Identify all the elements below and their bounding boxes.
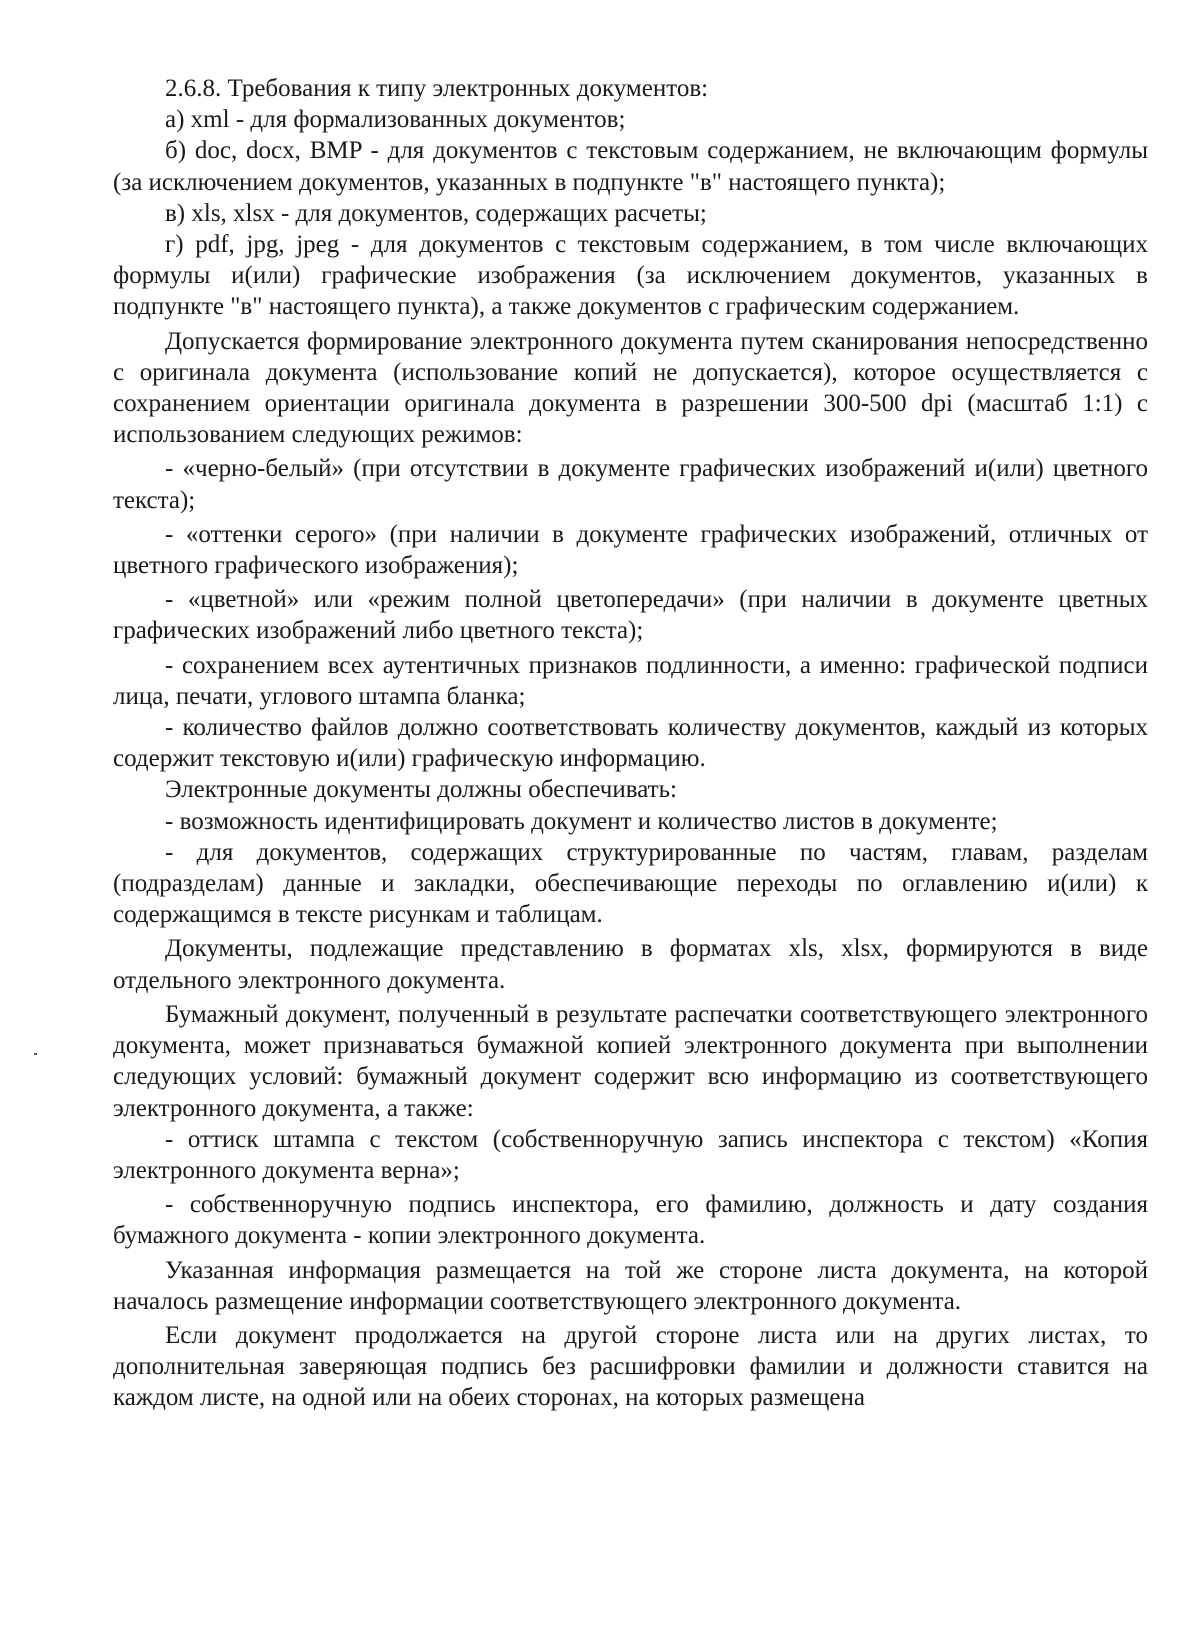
document-body: [113, 73, 1148, 1414]
bullet-black-white: - «черно-белый» (при отсутствии в документе графических изображений и(или) цветного текста);: [113, 455, 1148, 514]
bullet-bookmarks: - для документов, содержащих структурированные по частям, главам, разделам (подразделам) данные и закладки, обеспечивающие переходы по оглавлению и(или) к содержащимся в тексте рисункам и таблицам.: [113, 838, 1148, 929]
list-item-v: в) xls, xlsx - для документов, содержащих расчеты;: [165, 199, 707, 227]
paragraph-requirements-intro: Электронные документы должны обеспечивать:: [165, 776, 677, 804]
paragraph-scanning: Допускается формирование электронного документа путем сканирования непосредственно с оригинала документа (использование копий не допускается), которое осуществляется с сохранением ориентации оригинала документа в разрешении 300-500 dpi (масштаб 1:1) с использованием следующих режимов:: [113, 327, 1148, 449]
bullet-file-count: - количество файлов должно соответствовать количеству документов, каждый из которых содержит текстовую и(или) графическую информацию.: [113, 714, 1148, 773]
list-item-g: г) pdf, jpg, jpeg - для документов с текстовым содержанием, в том числе включающих формулы и(или) графические изображения (за исключением документов, указанных в подпункте "в" настоящего пункта), а также документов с графическим содержанием.: [113, 231, 1148, 321]
list-item-b: б) doc, docx, BMP - для документов с текстовым содержанием, не включающим формулы (за исключением документов, указанных в подпункте "в" настоящего пункта);: [113, 137, 1148, 196]
bullet-color: - «цветной» или «режим полной цветопередачи» (при наличии в документе цветных графических изображений либо цветного текста);: [113, 586, 1148, 645]
bullet-identification: - возможность идентифицировать документ и количество листов в документе;: [165, 807, 998, 835]
list-item-a: а) xml - для формализованных документов;: [165, 106, 626, 134]
paragraph-paper-copy: Бумажный документ, полученный в результате распечатки соответствующего электронного документа, может признаваться бумажной копией электронного документа при выполнении следующих условий: бумажный документ содержит всю информацию из соответствующего электронного документа, а также:: [113, 1000, 1148, 1122]
paragraph-continuation: Если документ продолжается на другой стороне листа или на других листах, то дополнительная заверяющая подпись без расшифровки фамилии и должности ставится на каждом листе, на одной или на обеих сторонах, на которых размещена: [113, 1321, 1148, 1412]
bullet-authenticity: - сохранением всех аутентичных признаков подлинности, а именно: графической подписи лица, печати, углового штампа бланка;: [113, 651, 1148, 710]
section-heading: 2.6.8. Требования к типу электронных документов:: [165, 75, 709, 102]
bullet-signature: - собственноручную подпись инспектора, его фамилию, должность и дату создания бумажного документа - копии электронного документа.: [113, 1191, 1148, 1250]
paragraph-xls-format: Документы, подлежащие представлению в форматах xls, xlsx, формируются в виде отдельного электронного документа.: [113, 935, 1148, 994]
scan-speck: [34, 1053, 37, 1055]
bullet-stamp: - оттиск штампа с текстом (собственноручную запись инспектора с текстом) «Копия электронного документа верна»;: [113, 1125, 1148, 1184]
bullet-grayscale: - «оттенки серого» (при наличии в документе графических изображений, отличных от цветного графического изображения);: [113, 520, 1148, 580]
paragraph-placement: Указанная информация размещается на той же стороне листа документа, на которой началось размещение информации соответствующего электронного документа.: [113, 1256, 1148, 1315]
